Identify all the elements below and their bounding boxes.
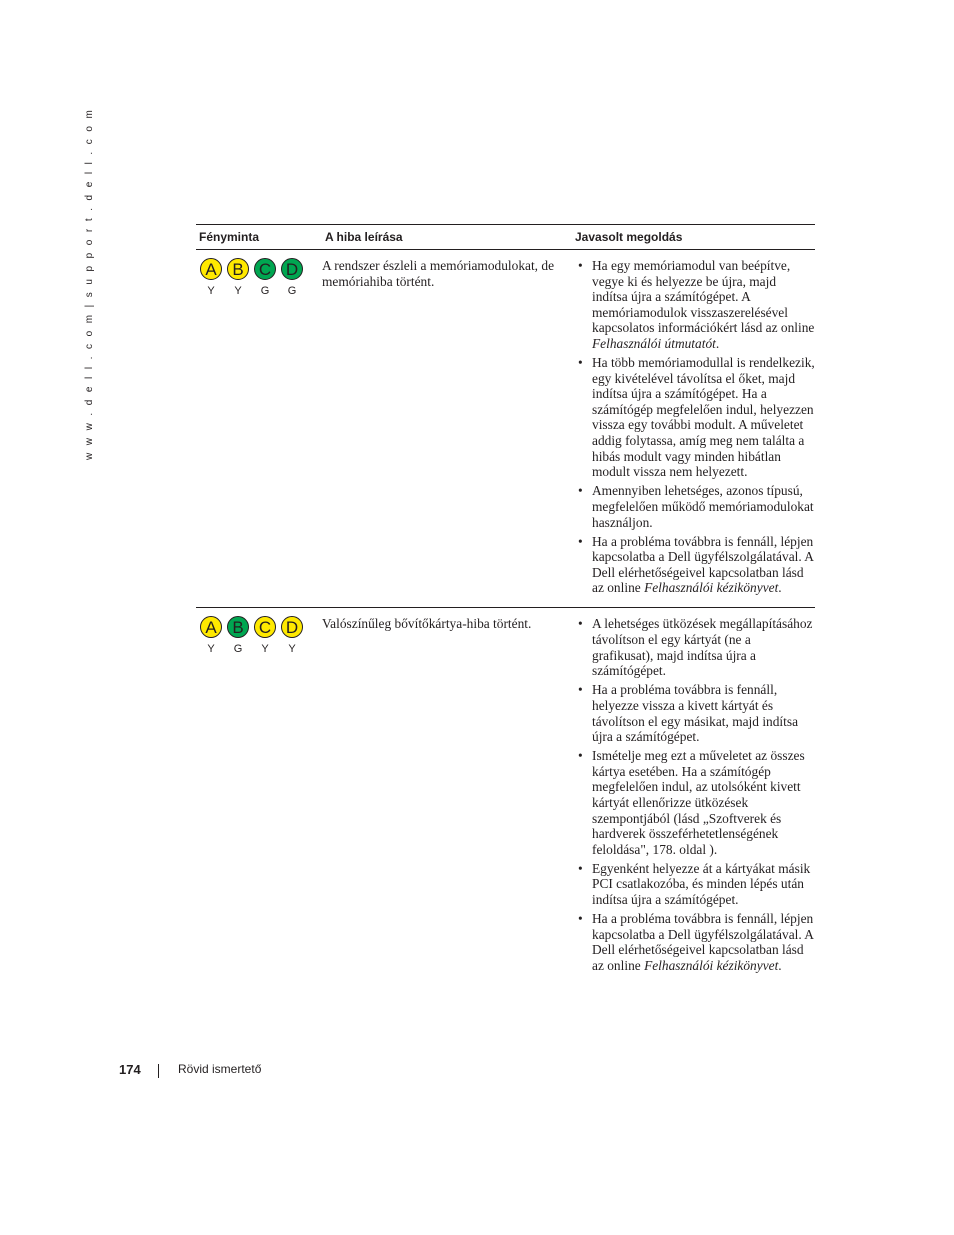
diagnostic-light-icon: D [281,616,303,638]
document-reference: Felhasználói kézikönyvet [644,580,779,596]
diagnostic-light-icon: A [200,616,222,638]
diagnostic-light-icon: A [200,258,222,280]
light-color-code: Y [207,643,215,656]
page-footer [0,1062,954,1080]
header-suggested-resolution: Javasolt megoldás [575,230,683,244]
list-item [576,911,815,973]
resolution-list [576,258,815,596]
problem-description: A rendszer észleli a memóriamodulokat, de memóriahiba történt. [322,258,555,289]
problem-description: Valószínűleg bővítőkártya-hiba történt. [322,616,532,632]
header-light-pattern: Fényminta [199,230,260,244]
list-item [576,682,815,744]
light-color-code: Y [261,643,269,656]
suggested-resolution [576,258,815,599]
diagnostic-light-icon: B [227,258,249,280]
diagnostic-light-icon: D [281,258,303,280]
list-item [576,534,815,596]
list-item [576,748,815,857]
document-reference: Felhasználói útmutatót [592,335,716,351]
side-url: w w w . d e l l . c o m | s u p p o r t . d e l l . c o m [84,107,95,460]
resolution-text-end: . [715,335,720,351]
diagnostic-lights [196,258,322,280]
list-item [576,861,815,908]
table-row [196,250,815,608]
resolution-text: A lehetséges ütközések megállapításához távolítson el egy kártyát (ne a grafikusat), majd indítsa újra a számítógépet. [592,616,813,679]
light-pattern-cell [196,616,322,977]
resolution-text: Amennyiben lehetséges, azonos típusú, megfelelően működő memóriamodulokat használjon. [592,483,814,530]
resolution-text: Ismételje meg ezt a műveletet az összes kártya esetében. Ha a számítógép megfelelően indul, az utolsóként kivett kártyát ellenőrizze ütközések szempontjából (lásd „Szoftverek és hardverek összeférhetetlenségének feloldása", 178. oldal ). [592,748,805,857]
resolution-text: Ha a probléma továbbra is fennáll, helyezze vissza a kivett kártyát és távolítson el egy másikat, majd indítsa újra a számítógépet. [592,682,799,745]
resolution-text: Egyenként helyezze át a kártyákat másik PCI csatlakozóba, és minden lépés után indítsa újra a számítógépet. [592,860,811,908]
light-color-codes [196,285,322,297]
resolution-text-end: . [778,580,782,596]
list-item [576,258,815,352]
light-pattern-cell [196,258,322,599]
light-color-code: G [287,285,297,297]
light-color-code: Y [234,285,242,297]
table-header [196,224,815,250]
light-color-codes [196,643,322,655]
diagnostic-light-icon: C [254,258,276,280]
resolution-text: Ha egy memóriamodul van beépítve, vegye ki és helyezze be újra, majd indítsa újra a számítógépet. A memóriamodulok visszaszerelésével kapcsolatos információkért lásd az online [592,258,815,336]
table-row [196,608,815,985]
resolution-text-end: . [778,957,782,973]
list-item [576,355,815,480]
document-reference: Felhasználói kézikönyvet [644,957,779,973]
resolution-text: Ha a probléma továbbra is fennáll, lépjen kapcsolatba a Dell ügyfélszolgálatával. A Dell elérhetőségeivel kapcsolatban lásd az online [592,911,814,973]
diagnostic-light-icon: B [227,616,249,638]
header-problem-description: A hiba leírása [325,230,403,244]
diagnostic-lights [196,616,322,638]
resolution-text: Ha a probléma továbbra is fennáll, lépjen kapcsolatba a Dell ügyfélszolgálatával. A Dell elérhetőségeivel kapcsolatban lásd az online [592,533,814,596]
page-number: 174 [119,1062,141,1077]
resolution-text: Ha több memóriamodullal is rendelkezik, egy kivételével távolítsa el őket, majd indítsa újra a számítógépet. Ha a számítógép megfelelően indul, helyezzen vissza egy további modult. A műveletet addig folytassa, amíg meg nem találta a hibás modult vagy minden hibátlan modult vissza nem helyezett. [592,355,815,480]
resolution-list [576,616,815,973]
diagnostic-light-icon: C [254,616,276,638]
list-item [576,483,815,530]
list-item [576,616,815,678]
diagnostic-lights-table [196,224,815,985]
light-color-code: G [233,643,243,656]
footer-separator [158,1064,159,1078]
light-color-code: Y [207,285,215,297]
light-color-code: G [260,285,270,297]
footer-title: Rövid ismertető [178,1062,262,1076]
light-color-code: Y [288,643,296,656]
suggested-resolution [576,616,815,977]
